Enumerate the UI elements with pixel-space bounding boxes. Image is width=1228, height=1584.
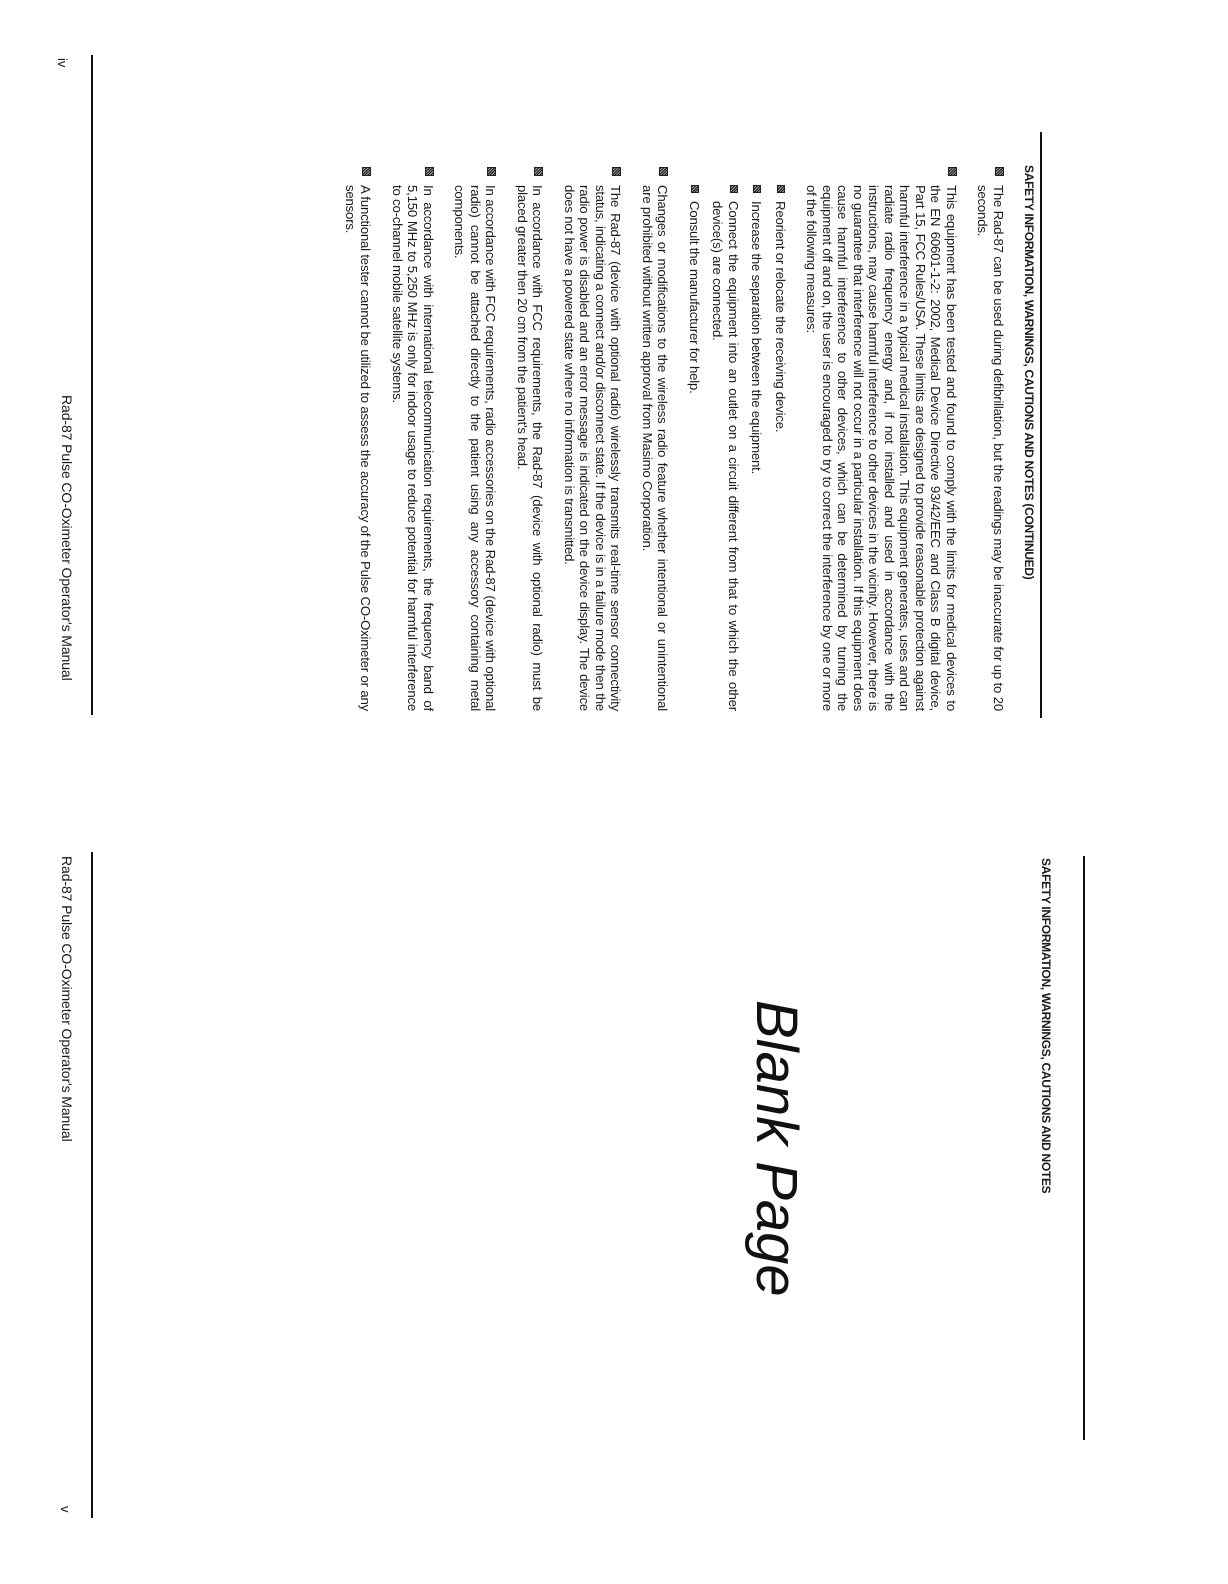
right-header-rule	[1083, 856, 1085, 1440]
left-page-body	[327, 165, 1007, 711]
list-item: A functional tester cannot be utilized to assess the accuracy of the Pulse CO-Oximeter or any sensors.	[343, 165, 374, 711]
list-item: Consult the manufacturer for help.	[687, 165, 703, 711]
right-footer-rule	[91, 852, 93, 1518]
bullet-icon	[948, 167, 957, 176]
right-header-title: SAFETY INFORMATION, WARNINGS, CAUTIONS AND NOTES	[1039, 858, 1053, 1194]
right-page-number: v	[58, 1506, 73, 1513]
list-item: The Rad-87 can be used during defibrillation, but the readings may be inaccurate for up to 20 seconds.	[975, 165, 1006, 711]
bullet-icon	[754, 185, 762, 193]
bullet-icon	[425, 167, 434, 176]
list-item: Increase the separation between the equipment.	[749, 165, 765, 711]
bullet-icon	[691, 185, 699, 193]
bullet-icon	[777, 185, 785, 193]
blank-page-label: Blank Page	[744, 1000, 809, 1297]
bullet-icon	[995, 167, 1004, 176]
list-item: In accordance with international telecommunication requirements, the frequency band of 5,150 MHz to 5,250 MHz is only for indoor usage to reduce potential for harmful interference to co-channel mobile satellite systems.	[390, 165, 437, 711]
left-header-rule	[1040, 132, 1042, 718]
bullet-icon	[613, 167, 622, 176]
left-footer-rule	[91, 55, 93, 715]
list-item: The Rad-87 (device with optional radio) wirelessly transmits real-time sensor connectivity status, indicating a connect and/or disconnect state. If the device is in a failure mode then the radio power is disabled and an error message is indicated on the device display. The device does not have a powered state where no information is transmitted.	[562, 165, 624, 711]
list-item: In accordance with FCC requirements, the Rad-87 (device with optional radio) must be placed greater then 20 cm from the patient's head.	[515, 165, 546, 711]
list-item: Reorient or relocate the receiving device.	[773, 165, 789, 711]
left-footer: Rad-87 Pulse CO-Oximeter Operator's Manual	[59, 395, 75, 681]
list-item: In accordance with FCC requirements, radio accessories on the Rad-87 (device with optional radio) cannot be attached directly to the patient using any accessory containing metal components.	[452, 165, 499, 711]
list-item: This equipment has been tested and found to comply with the limits for medical devices to the EN 60601-1-2: 2002, Medical Device Directive 93/42/EEC and Class B digital device, Part 15, FCC Rules/USA. These limits are designed to provide reasonable protection against harmful interference in a typical medical installation. This equipment generates, uses and can radiate radio frequency energy and, if not installed and used in accordance with the instructions, may cause harmful interference to other devices in the vicinity. However, there is no guarantee that interference will not occur in a particular installation. If this equipment does cause harmful interference to other devices, which can be determined by turning the equipment off and on, the user is encouraged to try to correct the interference by one or more of the following measures:	[804, 165, 959, 711]
bullet-icon	[730, 185, 738, 193]
list-item: Connect the equipment into an outlet on a circuit different from that to which the other device(s) are connected.	[710, 165, 741, 711]
bullet-icon	[363, 167, 372, 176]
left-header-title: SAFETY INFORMATION, WARNINGS, CAUTIONS AND NOTES (CONTINUED)	[1022, 165, 1036, 580]
bullet-icon	[660, 167, 669, 176]
left-page-number: iv	[55, 58, 70, 68]
bullet-icon	[535, 167, 544, 176]
list-item: Changes or modifications to the wireless radio feature whether intentional or unintentional are prohibited without written approval from Masimo Corporation.	[640, 165, 671, 711]
bullet-icon	[488, 167, 497, 176]
right-footer: Rad-87 Pulse CO-Oximeter Operator's Manual	[59, 856, 75, 1142]
